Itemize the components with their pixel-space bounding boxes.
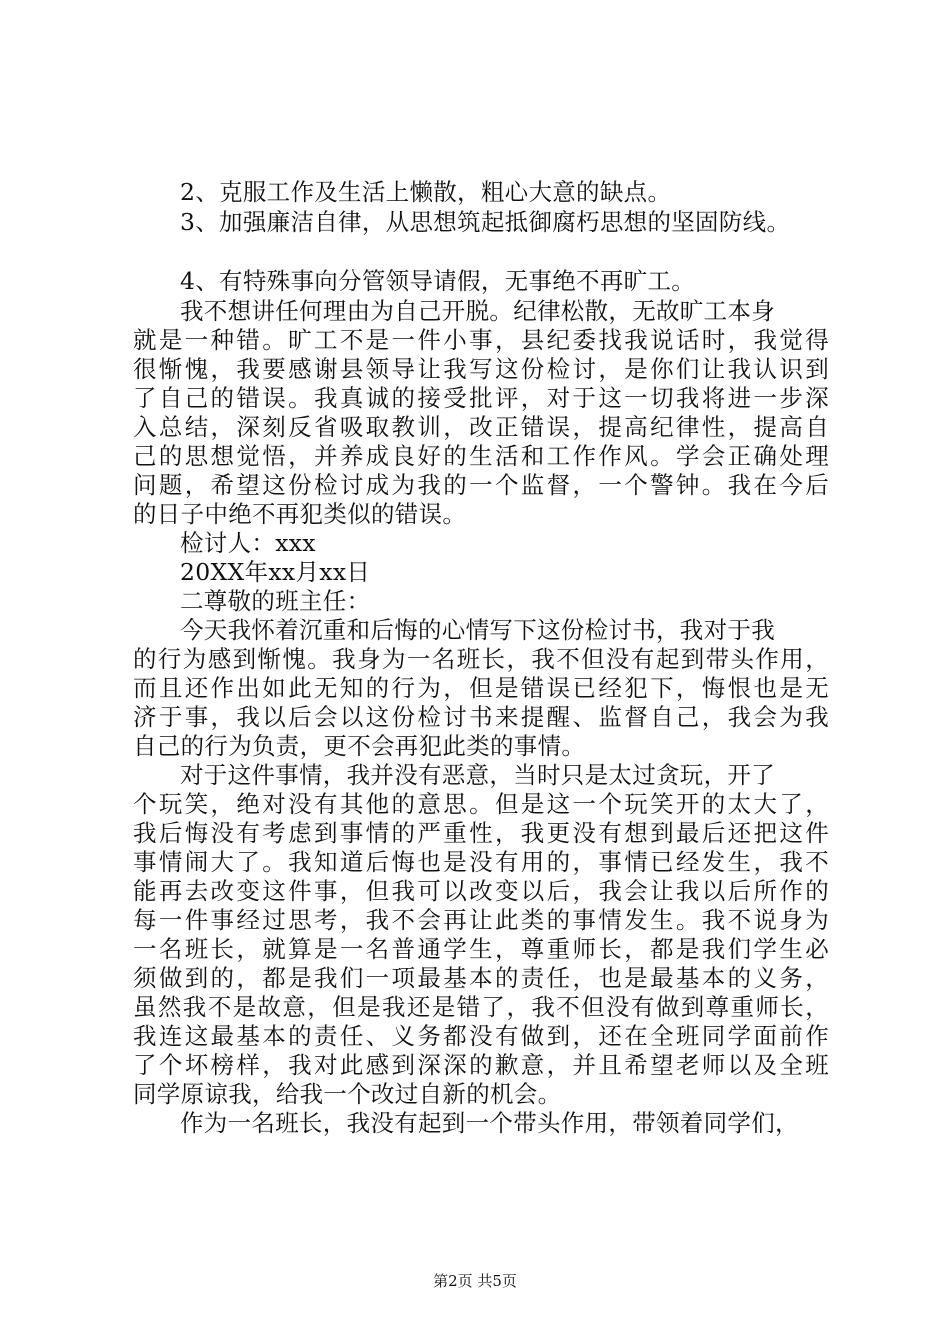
paragraph-line: 我后悔没有考虑到事情的严重性，我更没有想到最后还把这件 — [133, 819, 829, 847]
paragraph-line: 个玩笑，绝对没有其他的意思。但是这一个玩笑开的太大了， — [133, 790, 829, 818]
paragraph-line: 每一件事经过思考，我不会再让此类的事情发生。我不说身为 — [133, 906, 829, 934]
paragraph-line: 对于这件事情，我并没有恶意，当时只是太过贪玩，开了 — [180, 761, 775, 789]
paragraph-line: 事情闹大了。我知道后悔也是没有用的，事情已经发生，我不 — [133, 848, 829, 876]
paragraph-line: 虽然我不是故意，但是我还是错了，我不但没有做到尊重师长， — [133, 993, 829, 1021]
paragraph-line: 问题，希望这份检讨成为我的一个监督，一个警钟。我在今后 — [133, 471, 829, 499]
list-item-2: 2、克服工作及生活上懒散，粗心大意的缺点。 — [180, 178, 672, 206]
paragraph-line: 能再去改变这件事，但我可以改变以后，我会让我以后所作的 — [133, 877, 829, 905]
salutation: 二尊敬的班主任： — [180, 587, 371, 615]
paragraph-line: 我连这最基本的责任、义务都没有做到，还在全班同学面前作 — [133, 1022, 829, 1050]
list-item-3: 3、加强廉洁自律，从思想筑起抵御腐朽思想的坚固防线。 — [180, 208, 791, 236]
paragraph-line: 一名班长，就算是一名普通学生，尊重师长，都是我们学生必 — [133, 935, 829, 963]
paragraph-line: 的行为感到惭愧。我身为一名班长，我不但没有起到带头作用， — [133, 645, 829, 673]
paragraph-line: 我不想讲任何理由为自己开脱。纪律松散，无故旷工本身 — [180, 297, 775, 325]
list-item-4: 4、有特殊事向分管领导请假，无事绝不再旷工。 — [180, 267, 696, 295]
date: 20XX年xx月xx日 — [180, 558, 371, 586]
paragraph-line: 而且还作出如此无知的行为，但是错误已经犯下，悔恨也是无 — [133, 674, 829, 702]
signer: 检讨人：xxx — [180, 529, 316, 557]
paragraph-line: 作为一名班长，我没有起到一个带头作用，带领着同学们， — [180, 1109, 799, 1137]
paragraph-line: 同学原谅我，给我一个改过自新的机会。 — [133, 1080, 562, 1108]
paragraph-line: 很惭愧，我要感谢县领导让我写这份检讨，是你们让我认识到 — [133, 355, 829, 383]
paragraph-line: 须做到的，都是我们一项最基本的责任，也是最基本的义务， — [133, 964, 829, 992]
page-number-footer: 第2页 共5页 — [433, 1272, 517, 1290]
paragraph-line: 就是一种错。旷工不是一件小事，县纪委找我说话时，我觉得 — [133, 326, 829, 354]
paragraph-line: 了个坏榜样，我对此感到深深的歉意，并且希望老师以及全班 — [133, 1051, 829, 1079]
paragraph-line: 了自己的错误。我真诚的接受批评，对于这一切我将进一步深 — [133, 384, 829, 412]
paragraph-line: 今天我怀着沉重和后悔的心情写下这份检讨书，我对于我 — [180, 616, 775, 644]
paragraph-line: 自己的行为负责，更不会再犯此类的事情。 — [133, 732, 586, 760]
paragraph-line: 济于事，我以后会以这份检讨书来提醒、监督自己，我会为我 — [133, 703, 829, 731]
paragraph-line: 的日子中绝不再犯类似的错误。 — [133, 500, 467, 528]
paragraph-line: 入总结，深刻反省吸取教训，改正错误，提高纪律性，提高自 — [133, 413, 829, 441]
paragraph-line: 己的思想觉悟，并养成良好的生活和工作作风。学会正确处理 — [133, 442, 829, 470]
